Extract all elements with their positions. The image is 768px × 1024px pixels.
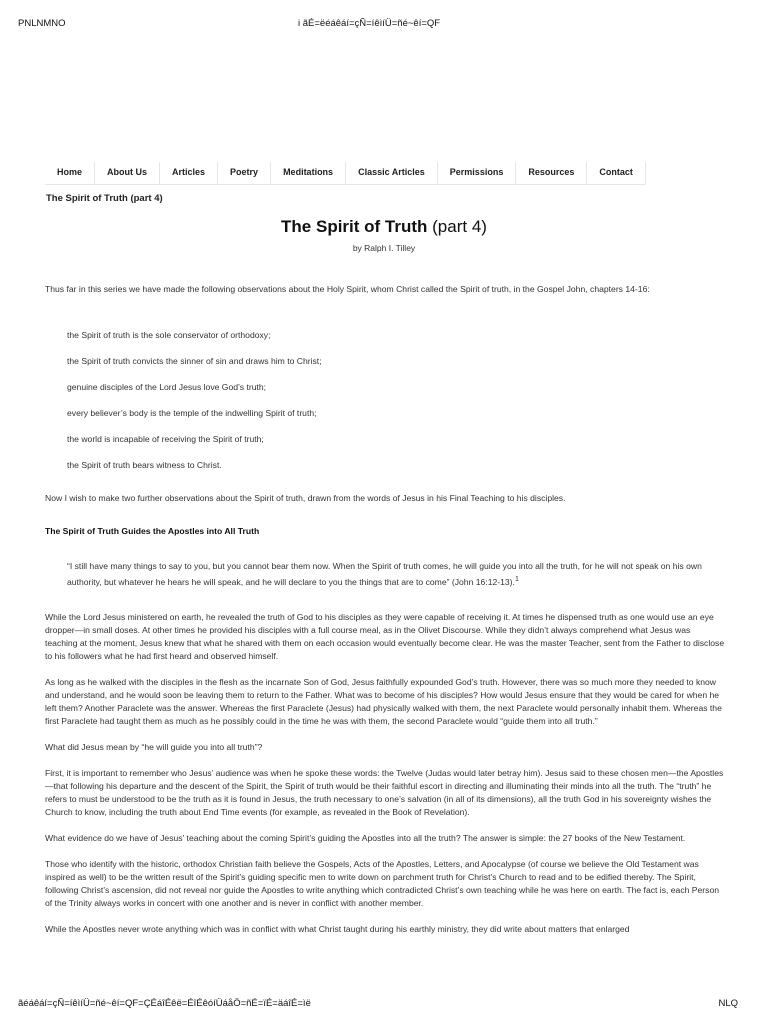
nav-item-contact[interactable]: Contact xyxy=(587,162,646,184)
section-heading: The Spirit of Truth Guides the Apostles into All Truth xyxy=(45,526,260,536)
breadcrumb: The Spirit of Truth (part 4) xyxy=(46,193,163,204)
nav-item-articles[interactable]: Articles xyxy=(160,162,218,184)
scripture-quote xyxy=(67,560,725,589)
list-item: the Spirit of truth is the sole conservator of orthodoxy; xyxy=(67,330,271,340)
list-item: the world is incapable of receiving the Spirit of truth; xyxy=(67,434,264,444)
page-number: NLQ xyxy=(718,998,738,1009)
nav-item-permissions[interactable]: Permissions xyxy=(438,162,517,184)
body-paragraph: First, it is important to remember who Jesus’ audience was when he spoke these words: the Twelve (Judas would later betray him). Jesus said to these chosen men—the Apostles—that following his departure and the descent of the Spirit, the Spirit of truth would be their faithful escort in directing and illuminating their minds into all the truth. The “truth” he refers to must be understood to be the truth as it is found in Jesus, the truth necessary to one’s salvation (in all of its dimensions), all the truth God in his sovereignty wishes the Church to know, including the truth about End Time events (for example, as revealed in the Book of Revelation). xyxy=(45,767,724,817)
intro-paragraph: Thus far in this series we have made the following observations about the Holy Spirit, whom Christ called the Spirit of truth, in the Gospel John, chapters 14-16: xyxy=(45,284,650,294)
transition-paragraph: Now I wish to make two further observations about the Spirit of truth, drawn from the words of Jesus in his Final Teaching to his disciples. xyxy=(45,493,566,503)
print-header-title: i ãÉ=ëéáêáí=çÑ=íêìíÜ=ñé~êí=QF xyxy=(298,18,441,29)
nav-item-poetry[interactable]: Poetry xyxy=(218,162,271,184)
print-header-date: PNLNMNO xyxy=(18,18,66,29)
nav-item-home[interactable]: Home xyxy=(45,162,95,184)
body-paragraph: While the Lord Jesus ministered on earth, he revealed the truth of God to his disciples as they were capable of receiving it. At times he dispensed truth as one would use an eye dropper—in small doses. At other times he provided his disciples with a full course meal, as in the Olivet Discourse. While they didn’t always comprehend what Jesus was teaching at the moment, Jesus knew that what he shared with them on each occasion would eventually become clear. He was the master Teacher, sent from the Father to disclose to his followers what he had first heard and observed himself. xyxy=(45,611,725,661)
page-title-part: (part 4) xyxy=(427,217,487,236)
body-paragraph: What evidence do we have of Jesus’ teaching about the coming Spirit’s guiding the Apostles into all the truth? The answer is simple: the 27 books of the New Testament. xyxy=(45,832,686,843)
print-footer-url: ãéáêáí=çÑ=íêìíÜ=ñé~êí=QF=ÇÉáîÉêë=ÉîÉêóíÜáåÖ=ñÉ=ïÉ=äáîÉ=ìë xyxy=(18,998,311,1009)
list-item: the Spirit of truth convicts the sinner of sin and draws him to Christ; xyxy=(67,356,322,366)
print-header xyxy=(18,18,750,32)
quote-text: “I still have many things to say to you, but you cannot bear them now. When the Spirit of truth comes, he will guide you into all the truth, for he will not speak on his own authority, but whatever he hears he will speak, and he will declare to you the things that are to come” (John 16:12-13). xyxy=(67,561,702,587)
main-nav xyxy=(45,162,646,185)
body-paragraph: Those who identify with the historic, orthodox Christian faith believe the Gospels, Acts of the Apostles, Letters, and Apocalypse (of course we believe the Old Testament was inspired as well) to be the written result of the Spirit’s guiding specific men to write down on parchment truth for Christ’s Church to read and to be edified thereby. The Spirit, following Christ’s ascension, did not reveal nor guide the Apostles to write anything which contradicted Christ’s own teaching while he was here on earth. The fact is, each Person of the Trinity always works in concert with one another and is never in conflict with another member. xyxy=(45,858,720,908)
body-paragraph: While the Apostles never wrote anything which was in conflict with what Christ taught during his earthly ministry, they did write about matters that enlarged xyxy=(45,923,630,934)
nav-item-about-us[interactable]: About Us xyxy=(95,162,160,184)
nav-item-meditations[interactable]: Meditations xyxy=(271,162,346,184)
list-item: every believer’s body is the temple of the indwelling Spirit of truth; xyxy=(67,408,317,418)
nav-item-classic-articles[interactable]: Classic Articles xyxy=(346,162,438,184)
print-footer xyxy=(18,998,750,1012)
footnote-link[interactable]: 1 xyxy=(514,576,519,583)
list-item: the Spirit of truth bears witness to Christ. xyxy=(67,460,222,470)
body-paragraph: What did Jesus mean by “he will guide you into all truth”? xyxy=(45,741,263,752)
observations-list xyxy=(45,309,725,472)
author-byline: by Ralph I. Tilley xyxy=(352,243,416,253)
page-title-main: The Spirit of Truth xyxy=(281,217,428,236)
list-item: genuine disciples of the Lord Jesus love God’s truth; xyxy=(67,382,267,392)
nav-item-resources[interactable]: Resources xyxy=(516,162,587,184)
body-paragraph: As long as he walked with the disciples in the flesh as the incarnate Son of God, Jesus faithfully expounded God’s truth. However, there was so much more they needed to know and understand, and he would soon be leaving them to return to the Father. What was to become of his disciples? How would Jesus ensure that they would be cared for when he left them? Another Paraclete was the answer. Whereas the first Paraclete (Jesus) had physically walked with them, the next Paraclete would personally inhabit them. Whereas the first Paraclete had taught them as much as he possibly could in the time he was with them, the second Paraclete would “guide them into all truth.” xyxy=(45,676,722,726)
page-title xyxy=(0,217,768,237)
article-body xyxy=(45,283,725,949)
